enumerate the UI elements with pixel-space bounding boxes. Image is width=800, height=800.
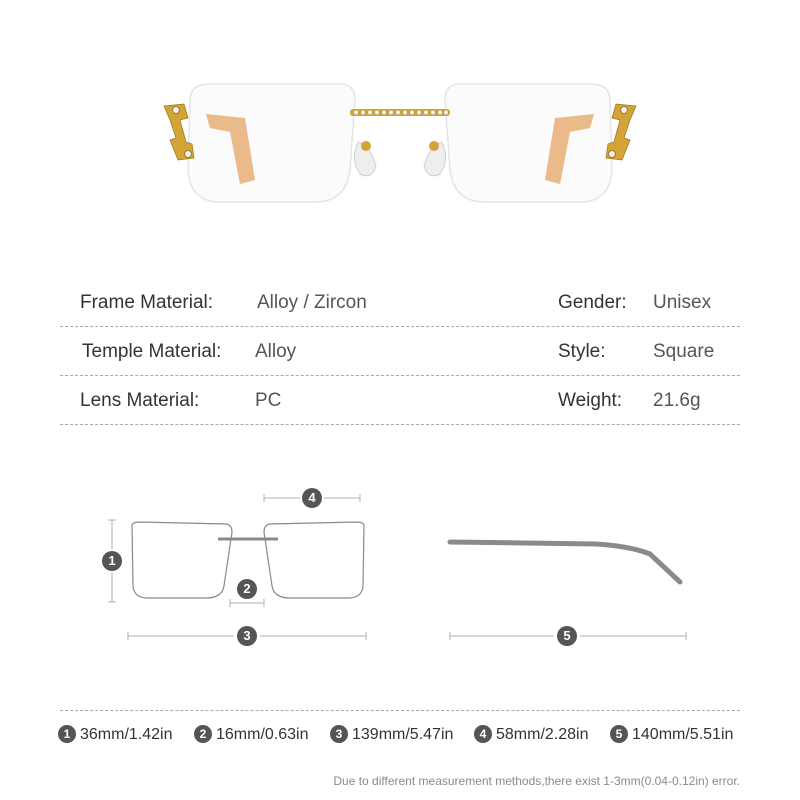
legend-divider xyxy=(60,710,740,711)
legend-badge: 1 xyxy=(58,725,76,743)
spec-row-2 xyxy=(60,327,740,376)
lens-material-label: Lens Material: xyxy=(80,390,200,411)
temple-material-value: Alloy xyxy=(255,341,297,362)
weight-value: 21.6g xyxy=(653,390,701,411)
weight-label: Weight: xyxy=(558,390,623,411)
badge-4-lens-width: 4 xyxy=(302,488,322,508)
badge-3-frame-width: 3 xyxy=(237,626,257,646)
product-image xyxy=(150,70,650,220)
legend-text: 140mm/5.51in xyxy=(632,726,734,743)
dimension-diagram xyxy=(0,470,800,670)
legend-badge: 3 xyxy=(330,725,348,743)
temple-material-label: Temple Material: xyxy=(82,341,222,362)
badge-5-temple-length: 5 xyxy=(557,626,577,646)
row-divider xyxy=(60,424,740,425)
legend-badge: 2 xyxy=(194,725,212,743)
measurement-error-note: Due to different measurement methods,there exist 1-3mm(0.04-0.12in) error. xyxy=(333,774,740,788)
glasses-temple-outline xyxy=(450,542,680,582)
gender-label: Gender: xyxy=(558,292,627,313)
badge-2-bridge-width: 2 xyxy=(237,579,257,599)
gender-value: Unisex xyxy=(653,292,712,313)
badge-1-lens-height: 1 xyxy=(102,551,122,571)
spec-row-1 xyxy=(60,278,740,327)
style-label: Style: xyxy=(558,341,606,362)
style-value: Square xyxy=(653,341,715,362)
legend-badge: 5 xyxy=(610,725,628,743)
legend-text: 139mm/5.47in xyxy=(352,726,454,743)
legend-text: 36mm/1.42in xyxy=(80,726,173,743)
frame-material-value: Alloy / Zircon xyxy=(257,292,367,313)
legend-badge: 4 xyxy=(474,725,492,743)
spec-row-3 xyxy=(60,376,740,425)
measurement-legend xyxy=(58,724,748,748)
legend-text: 58mm/2.28in xyxy=(496,726,589,743)
lens-material-value: PC xyxy=(255,390,282,411)
frame-material-label: Frame Material: xyxy=(80,292,214,313)
legend-text: 16mm/0.63in xyxy=(216,726,309,743)
